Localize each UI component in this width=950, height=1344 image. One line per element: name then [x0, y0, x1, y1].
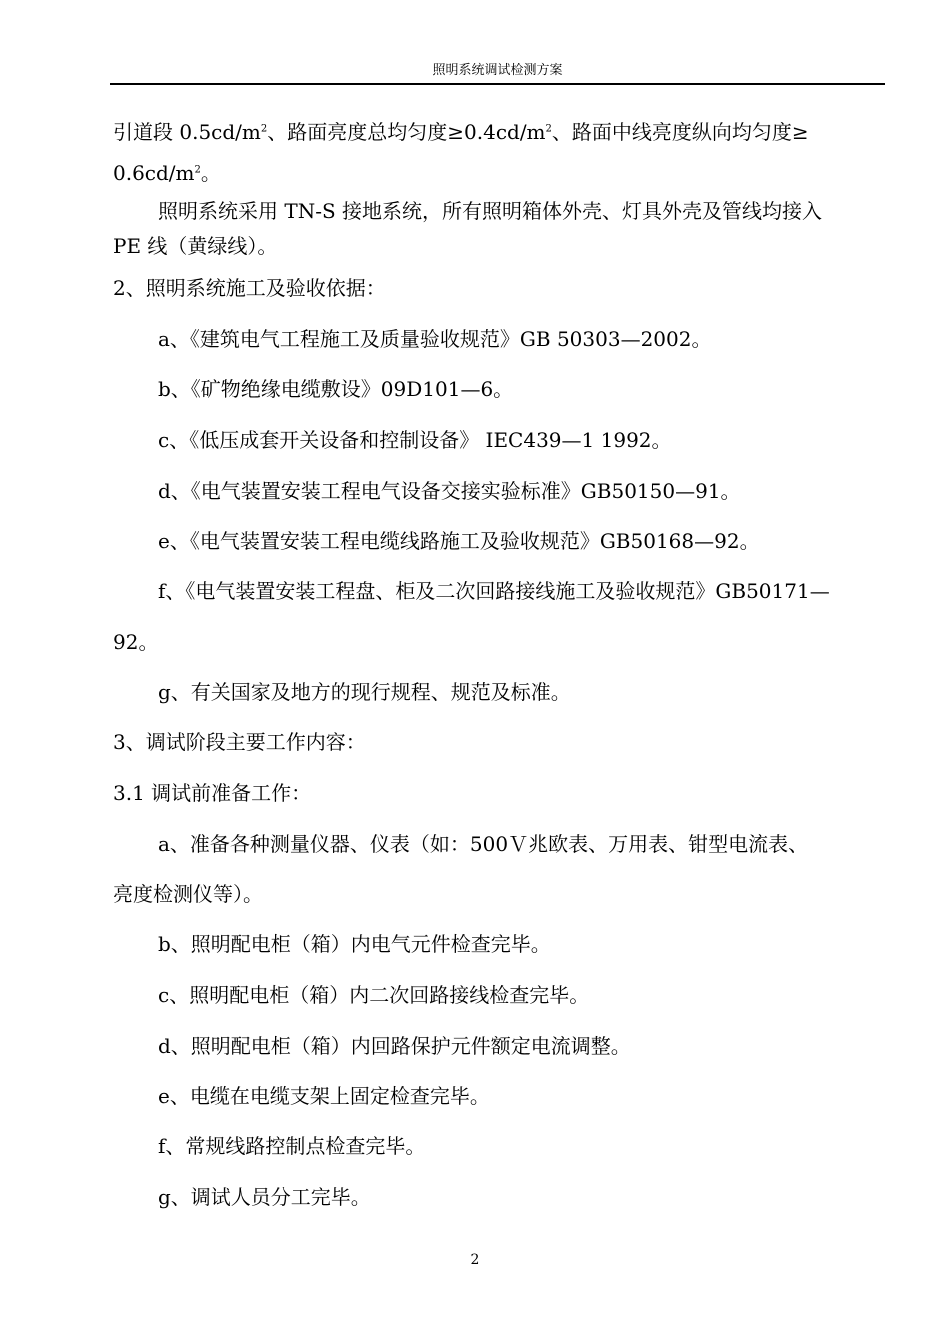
list-item: c、照明配电柜（箱）内二次回路接线检查完毕。 — [158, 983, 590, 1007]
body-line: 引道段 $0.5cd/m^2$、路面亮度总均匀度$\ge 0.4cd/m^2$、路面中线亮度纵向均匀度≥ — [113, 120, 809, 144]
list-item: a、准备各种测量仪器、仪表（如：500Ｖ兆欧表、万用表、钳型电流表、 — [158, 832, 809, 856]
list-item: b、照明配电柜（箱）内电气元件检查完毕。 — [158, 932, 551, 956]
section-heading: 3、调试阶段主要工作内容： — [113, 730, 366, 754]
section-heading: 2、照明系统施工及验收依据： — [113, 276, 386, 300]
list-item: c、《低压成套开关设备和控制设备》 IEC439—1 1992。 — [158, 428, 672, 452]
list-item: g、有关国家及地方的现行规程、规范及标准。 — [158, 680, 571, 704]
page-number: 2 — [470, 1252, 480, 1268]
running-header: 照明系统调试检测方案 — [432, 63, 563, 78]
body-line: 照明系统采用 TN-S 接地系统，所有照明箱体外壳、灯具外壳及管线均接入 — [158, 199, 823, 223]
list-item: g、调试人员分工完毕。 — [158, 1185, 371, 1209]
list-item: b、《矿物绝缘电缆敷设》09D101—6。 — [158, 377, 514, 401]
list-item-continuation: 亮度检测仪等）。 — [113, 882, 263, 906]
list-item-continuation: 92。 — [113, 630, 159, 654]
header-rule — [110, 83, 885, 85]
body-line: PE 线（黄绿线）。 — [113, 234, 278, 258]
body-line: $0.6cd/m^2$。 — [113, 161, 221, 185]
list-item: f、常规线路控制点检查完毕。 — [158, 1134, 426, 1158]
list-item: e、《电气装置安装工程电缆线路施工及验收规范》GB50168—92。 — [158, 529, 760, 553]
subsection-heading: 3.1 调试前准备工作： — [113, 781, 312, 805]
list-item: f、《电气装置安装工程盘、柜及二次回路接线施工及验收规范》GB50171— — [158, 579, 830, 603]
list-item: a、《建筑电气工程施工及质量验收规范》GB 50303—2002。 — [158, 327, 712, 351]
list-item: d、《电气装置安装工程电气设备交接实验标准》GB50150—91。 — [158, 479, 741, 503]
list-item: d、照明配电柜（箱）内回路保护元件额定电流调整。 — [158, 1034, 631, 1058]
list-item: e、电缆在电缆支架上固定检查完毕。 — [158, 1084, 490, 1108]
